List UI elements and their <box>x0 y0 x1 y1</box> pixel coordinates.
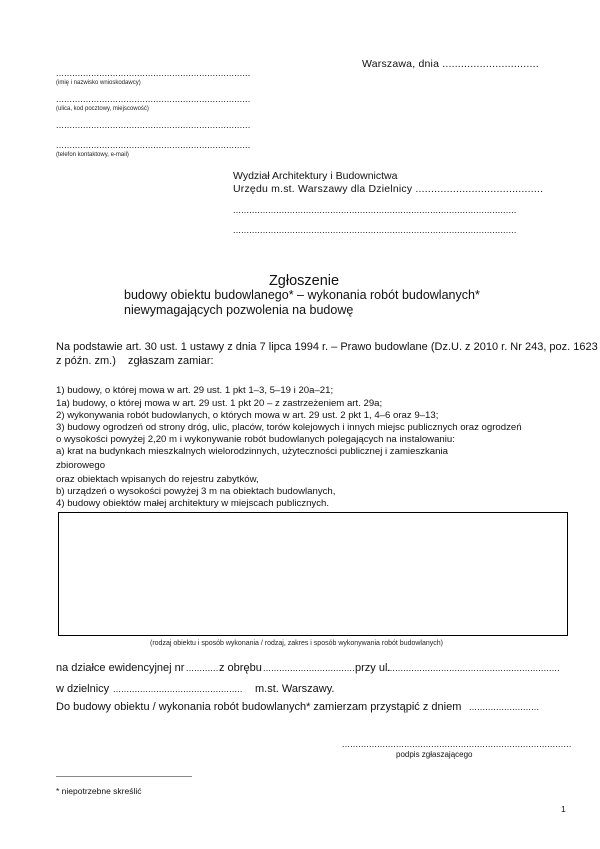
list-item: zbiorowego <box>56 460 106 471</box>
page-number: 1 <box>561 804 566 814</box>
place-date: Warszawa, dnia ............................... <box>362 58 539 70</box>
applicant-phone-caption: (telefon kontaktowy, e-mail) <box>56 152 129 158</box>
list-item: 3) budowy ogrodzeń od strony dróg, ulic, placów, torów kolejowych i innych miejsc publicznych oraz ogrodzeń <box>56 422 522 433</box>
recipient-line-4: ......................................................................................................... <box>233 225 517 235</box>
district-field[interactable]: ................................................ <box>113 684 243 694</box>
street-label: przy ul. <box>355 662 391 674</box>
parcel-number-field[interactable]: ............ <box>186 663 219 673</box>
precinct-field[interactable]: .................................. <box>263 663 355 673</box>
recipient-line-2: Urzędu m.st. Warszawy dla Dzielnicy ......................................... <box>233 183 544 195</box>
document-subtitle-1: budowy obiektu budowlanego* – wykonania robót budowlanych* <box>124 288 480 302</box>
applicant-name-line: ........................................................................ <box>56 68 251 78</box>
applicant-phone-line: ........................................................................ <box>56 140 251 150</box>
city-suffix: m.st. Warszawy. <box>255 683 335 695</box>
list-item: a) krat na budynkach mieszkalnych wielorodzinnych, użyteczności publicznej i zamieszkania <box>56 446 448 457</box>
applicant-extra-line: ........................................................................ <box>56 120 251 130</box>
list-item: b) urządzeń o wysokości powyżej 3 m na obiektach budowlanych, <box>56 486 336 497</box>
document-subtitle-2: niewymagających pozwolenia na budowę <box>124 303 354 317</box>
legal-basis-line-1: Na podstawie art. 30 ust. 1 ustawy z dnia 7 lipca 1994 r. – Prawo budowlane (Dz.U. z 2010 r. Nr 243, poz. 1623 <box>56 341 598 353</box>
list-item: 1a) budowy, o której mowa w art. 29 ust. 1 pkt 20 – z zastrzeżeniem art. 29a; <box>56 398 383 409</box>
recipient-line-3: ......................................................................................................... <box>233 205 517 215</box>
footnote: * niepotrzebne skreślić <box>56 786 142 796</box>
district-label: w dzielnicy <box>56 683 110 695</box>
list-item: oraz obiektach wpisanych do rejestru zabytków, <box>56 474 259 485</box>
footnote-divider <box>56 776 192 777</box>
recipient-line-1: Wydział Architektury i Budownictwa <box>233 170 398 182</box>
legal-basis-line-2b: zgłaszam zamiar: <box>128 355 214 367</box>
list-item: o wysokości powyżej 2,20 m i wykonywanie robót budowlanych polegających na instalowaniu: <box>56 434 455 445</box>
document-title: Zgłoszenie <box>268 273 340 289</box>
applicant-name-caption: (imię i nazwisko wnioskodawcy) <box>56 80 141 86</box>
start-date-label: Do budowy obiektu / wykonania robót budowlanych* zamierzam przystąpić z dniem <box>56 701 462 713</box>
signature-line[interactable]: ..................................................................................... <box>342 739 572 749</box>
description-box[interactable] <box>58 512 568 636</box>
applicant-address-caption: (ulica, kod pocztowy, miejscowość) <box>56 106 149 112</box>
parcel-label: na działce ewidencyjnej nr <box>56 662 185 674</box>
signature-caption: podpis zgłaszającego <box>396 750 473 759</box>
list-item: 4) budowy obiektów małej architektury w miejscach publicznych. <box>56 498 330 509</box>
list-item: 2) wykonywania robót budowlanych, o których mowa w art. 29 ust. 2 pkt 1, 4–6 oraz 9–13; <box>56 410 439 421</box>
legal-basis-line-2a: z późn. zm.) <box>56 355 116 367</box>
description-box-caption: (rodzaj obiektu i sposób wykonania / rodzaj, zakres i sposób wykonywania robót budowlanych) <box>150 640 443 647</box>
start-date-field[interactable]: .......................... <box>469 702 540 712</box>
street-field[interactable]: ................................................................ <box>387 663 560 673</box>
list-item: 1) budowy, o której mowa w art. 29 ust. 1 pkt 1–3, 5–19 i 20a–21; <box>56 385 334 396</box>
applicant-address-line: ........................................................................ <box>56 94 251 104</box>
precinct-label: z obrębu <box>219 662 262 674</box>
